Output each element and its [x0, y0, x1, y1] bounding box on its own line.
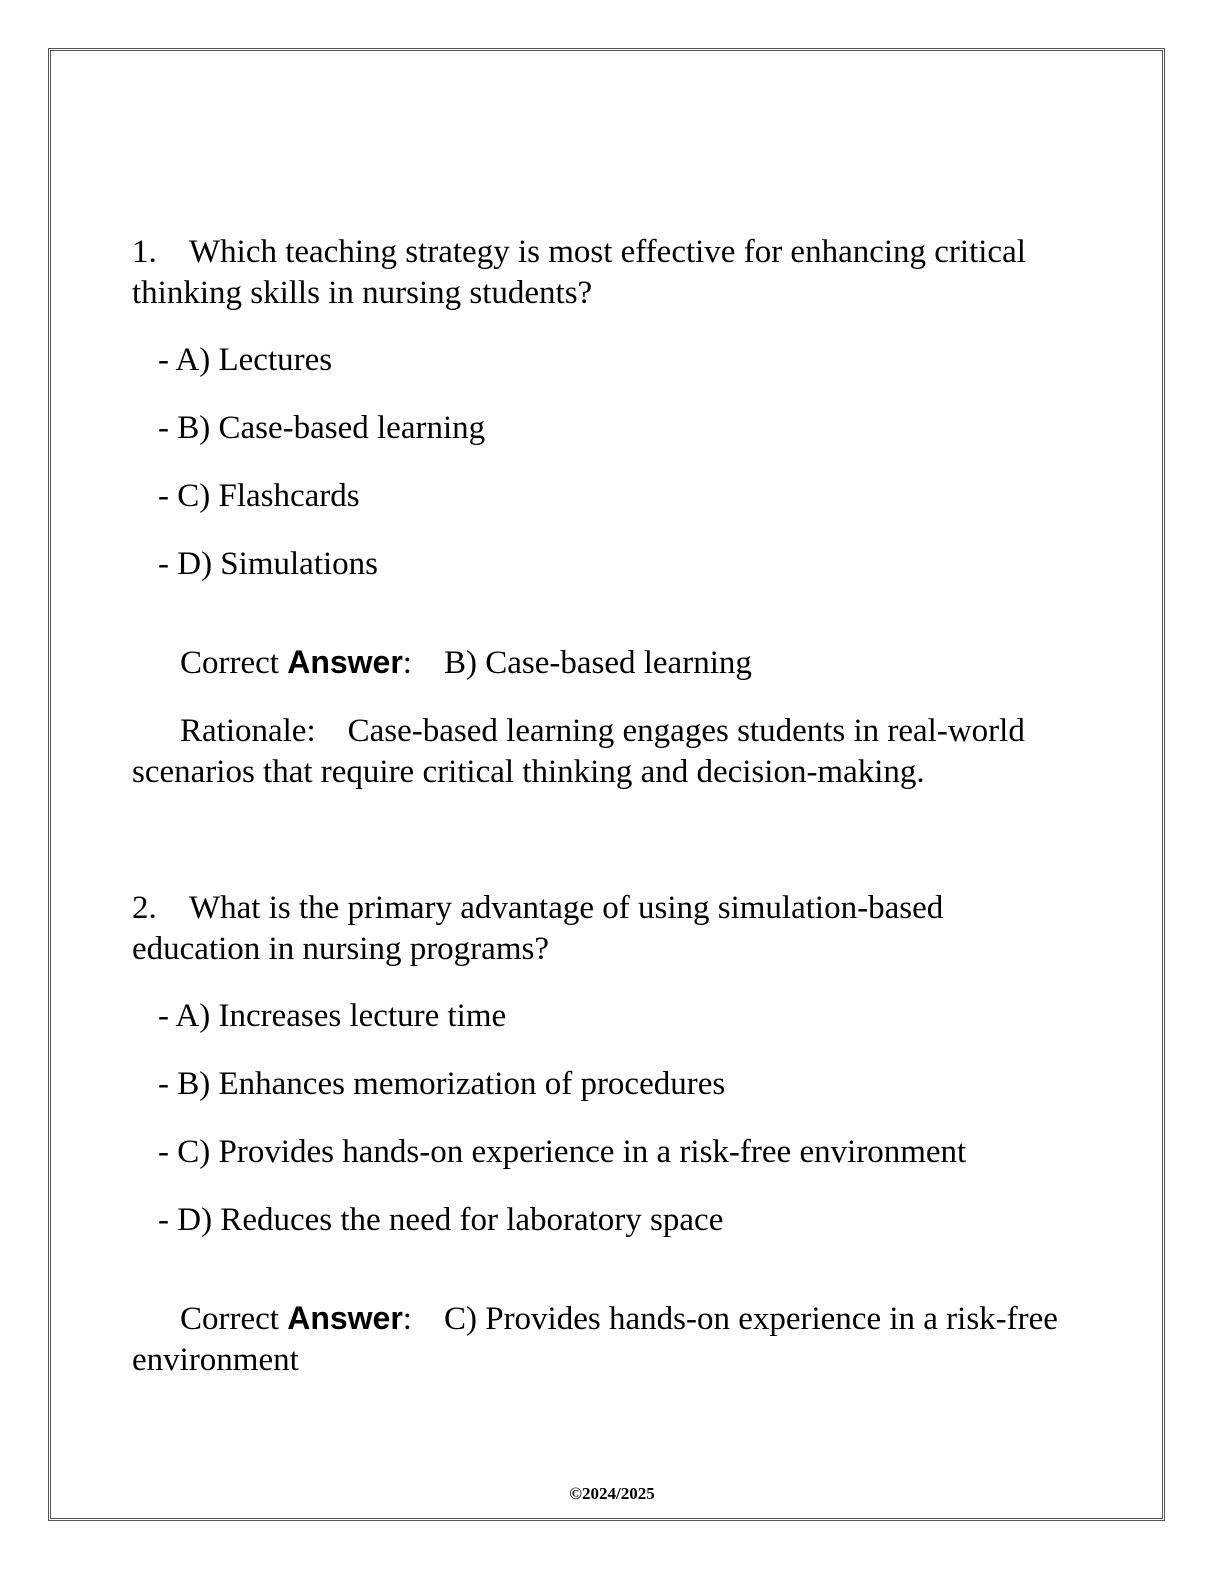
option-a: - A) Lectures [158, 342, 333, 378]
answer-label: Answer [287, 644, 403, 680]
rationale-label: Rationale: [180, 713, 316, 749]
answer-text: B) Case-based learning [443, 645, 752, 681]
option-c: - C) Provides hands-on experience in a risk-free environment [158, 1134, 967, 1170]
copyright-footer: ©2024/2025 [569, 1484, 655, 1503]
correct-answer [132, 1298, 1072, 1381]
answer-prefix: Correct [180, 1301, 288, 1337]
question-block-1 [132, 232, 1072, 793]
option-list [132, 996, 1072, 1241]
answer-prefix: Correct [180, 645, 288, 681]
rationale-text: Case-based learning engages students in real-world scenarios that require critical thinking and decision-making. [132, 713, 1025, 790]
question-text: What is the primary advantage of using simulation-based education in nursing programs? [132, 890, 944, 967]
option-d: - D) Simulations [158, 546, 378, 582]
answer-colon: : [402, 1301, 412, 1337]
answer-text: C) Provides hands-on experience in a risk-free environment [132, 1301, 1058, 1378]
question-block-2 [132, 888, 1072, 1381]
option-d: - D) Reduces the need for laboratory space [158, 1202, 724, 1238]
correct-answer [132, 642, 1072, 684]
document-body [132, 232, 1072, 1381]
option-list [132, 340, 1072, 585]
question-text: Which teaching strategy is most effective for enhancing critical thinking skills in nursing students? [132, 234, 1026, 311]
option-a: - A) Increases lecture time [158, 998, 507, 1034]
question-2 [132, 888, 1072, 970]
question-number: 2. [132, 890, 157, 926]
answer-colon: : [402, 645, 412, 681]
option-b: - B) Enhances memorization of procedures [158, 1066, 726, 1102]
option-b: - B) Case-based learning [158, 410, 486, 446]
option-c: - C) Flashcards [158, 478, 360, 514]
question-1 [132, 232, 1072, 314]
rationale [132, 711, 1072, 793]
question-number: 1. [132, 234, 157, 270]
answer-label: Answer [287, 1300, 403, 1336]
